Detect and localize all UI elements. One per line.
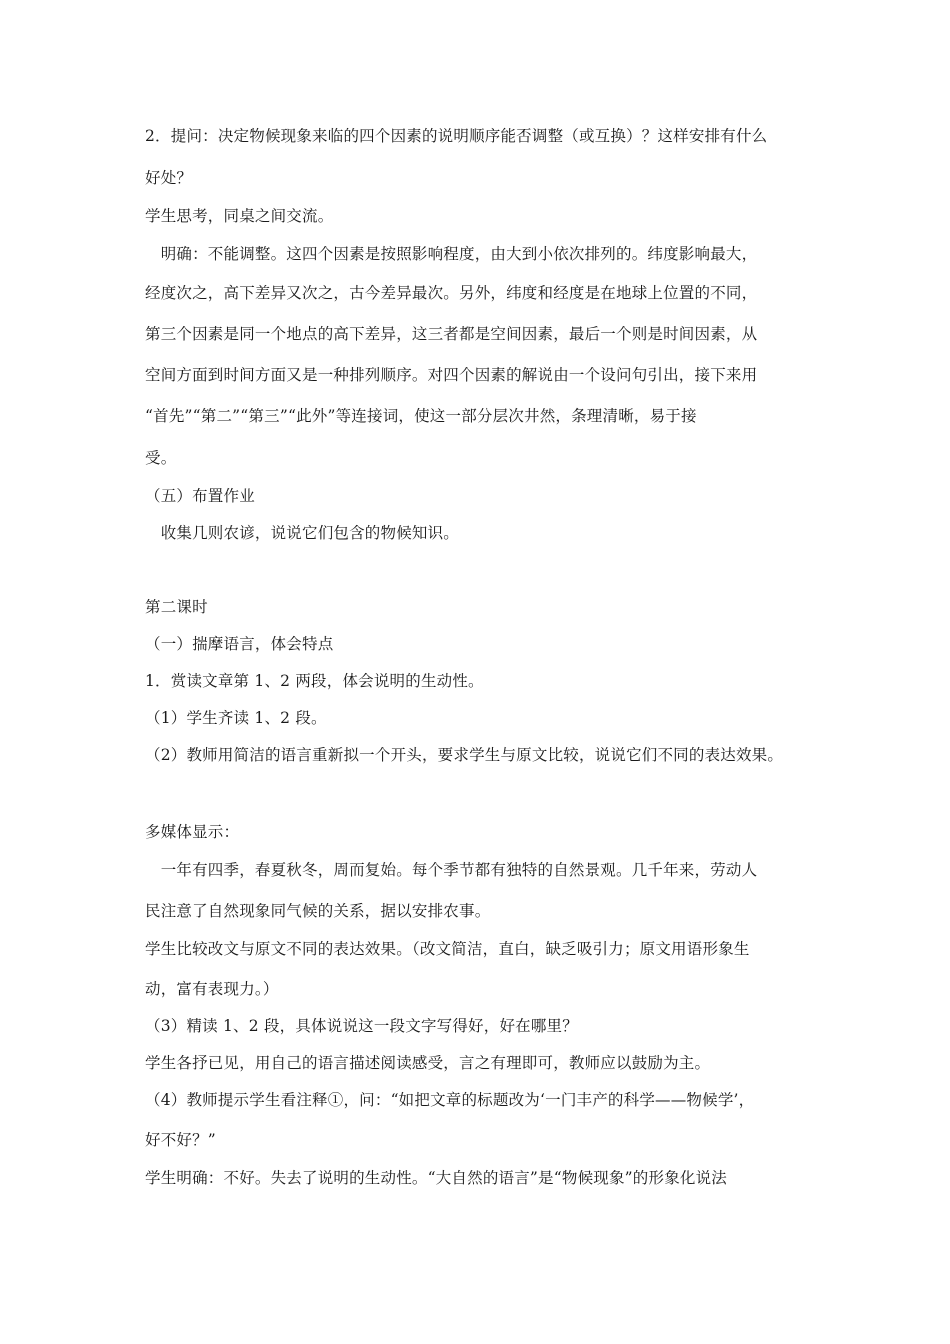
section-heading-language: （一）揣摩语言，体会特点 xyxy=(145,635,334,653)
paragraph-compare-line-2: 动，富有表现力。） xyxy=(145,980,279,998)
paragraph-answer-line-3: 第三个因素是同一个地点的高下差异，这三者都是空间因素，最后一个则是时间因素，从 xyxy=(145,325,758,343)
paragraph-sub-1: （1）学生齐读 1、2 段。 xyxy=(145,709,327,727)
paragraph-sub-2: （2）教师用简洁的语言重新拟一个开头，要求学生与原文比较，说说它们不同的表达效果。 xyxy=(145,746,784,764)
paragraph-quote-line-1: 一年有四季，春夏秋冬，周而复始。每个季节都有独特的自然景观。几千年来，劳动人 xyxy=(145,861,758,879)
paragraph-answer-line-4: 空间方面到时间方面又是一种排列顺序。对四个因素的解说由一个设问句引出，接下来用 xyxy=(145,366,758,384)
paragraph-question-2-cont: 好处？ xyxy=(145,169,193,187)
lesson-heading-second: 第二课时 xyxy=(145,598,208,616)
paragraph-answer-line-5: “首先”“第二”“第三”“此外”等连接词，使这一部分层次井然，条理清晰，易于接 xyxy=(145,407,697,425)
paragraph-homework: 收集几则农谚，说说它们包含的物候知识。 xyxy=(145,524,460,542)
paragraph-answer-line-6: 受。 xyxy=(145,449,177,467)
section-heading-homework: （五）布置作业 xyxy=(145,487,255,505)
paragraph-compare-line-1: 学生比较改文与原文不同的表达效果。（改文简洁，直白，缺乏吸引力；原文用语形象生 xyxy=(145,940,750,958)
paragraph-item-1: 1．赏读文章第 1、2 两段，体会说明的生动性。 xyxy=(145,672,484,690)
paragraph-question-2: 2．提问：决定物候现象来临的四个因素的说明顺序能否调整（或互换）？这样安排有什么 xyxy=(145,127,768,145)
paragraph-sub-4-line-1: （4）教师提示学生看注释①，问：“如把文章的标题改为‘一门丰产的科学——物候学’， xyxy=(145,1091,755,1109)
paragraph-student-opinion: 学生各抒已见，用自己的语言描述阅读感受，言之有理即可，教师应以鼓励为主。 xyxy=(145,1054,711,1072)
paragraph-student-discuss: 学生思考，同桌之间交流。 xyxy=(145,207,334,225)
paragraph-sub-4-line-2: 好不好？” xyxy=(145,1131,216,1149)
paragraph-multimedia: 多媒体显示： xyxy=(145,823,240,841)
paragraph-student-clarify: 学生明确：不好。失去了说明的生动性。“大自然的语言”是“物候现象”的形象化说法 xyxy=(145,1169,727,1187)
paragraph-quote-line-2: 民注意了自然现象同气候的关系，据以安排农事。 xyxy=(145,902,491,920)
paragraph-answer-line-1: 明确：不能调整。这四个因素是按照影响程度，由大到小依次排列的。纬度影响最大， xyxy=(145,245,758,263)
paragraph-sub-3: （3）精读 1、2 段，具体说说这一段文字写得好，好在哪里？ xyxy=(145,1017,578,1035)
paragraph-answer-line-2: 经度次之，高下差异又次之，古今差异最次。另外，纬度和经度是在地球上位置的不同， xyxy=(145,284,758,302)
